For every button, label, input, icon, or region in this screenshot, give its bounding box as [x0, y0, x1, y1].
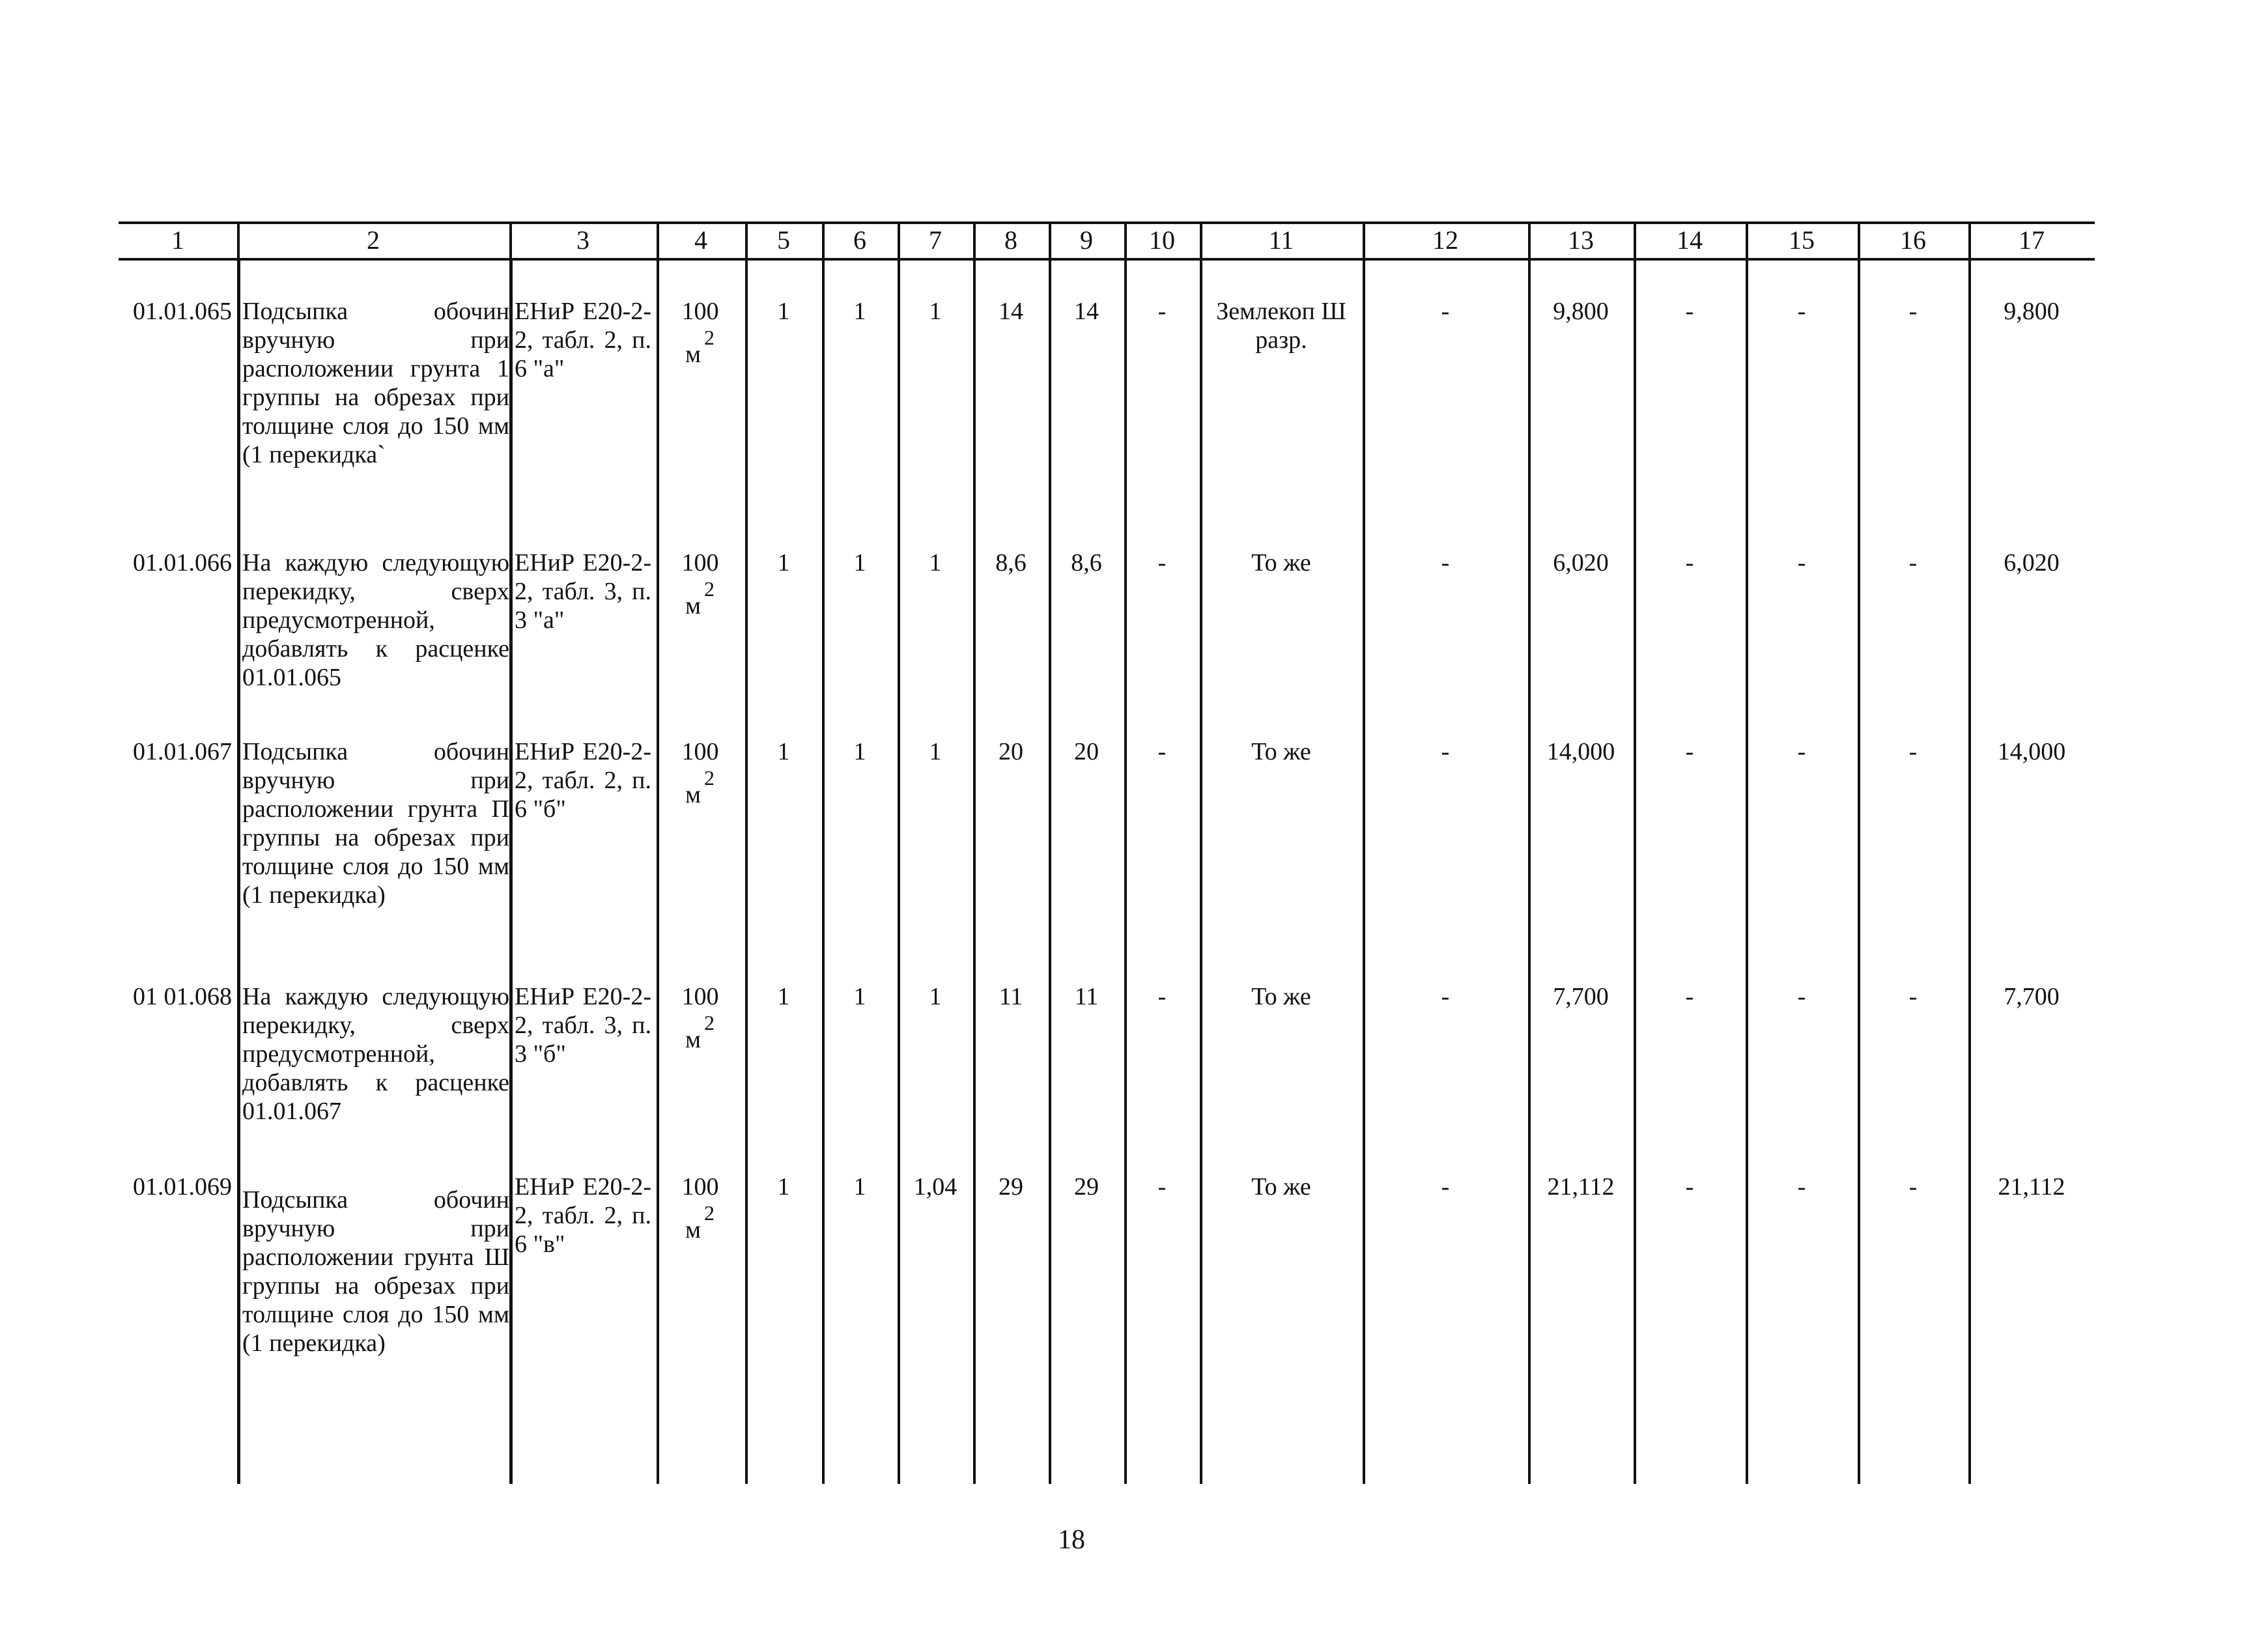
col-12-value: - [1441, 298, 1450, 325]
unit-exponent: 2 [704, 577, 715, 601]
col-8-value: 14 [999, 298, 1023, 325]
rate-code: 01.01.067 [133, 738, 232, 765]
unit-of-measure [658, 297, 743, 369]
column-line [1528, 259, 1531, 1484]
work-description: Подсыпка обочин вручную при расположении грунта Ш группы на обрезах при толщине слоя до 150 мм (1 перекидка) [242, 1186, 509, 1357]
unit-exponent: 2 [704, 326, 715, 349]
col-10-value: - [1157, 298, 1167, 325]
col-13-value: 21,112 [1547, 1173, 1615, 1201]
col-5-value: 1 [777, 549, 790, 576]
header-col-6: 6 [853, 225, 866, 255]
column-line [822, 259, 825, 1484]
col-13-value: 7,700 [1553, 983, 1609, 1010]
col-10-value: - [1157, 983, 1167, 1010]
header-col-17: 17 [2019, 225, 2045, 255]
unit-of-measure [658, 548, 743, 620]
norm-reference: ЕНиР Е20-2-2, табл. 2, п. 6 "в" [515, 1173, 651, 1258]
header-col-15: 15 [1789, 225, 1815, 255]
col-14-value: - [1685, 298, 1694, 325]
work-description: На каждую следующую перекидку, сверх предусмотренной, добавлять к расценке 01.01.067 [242, 983, 509, 1125]
col-7-value: 1 [929, 983, 942, 1010]
column-line [745, 259, 748, 1484]
header-col-16: 16 [1900, 225, 1926, 255]
col-7-value: 1 [929, 738, 942, 765]
worker-grade: То же [1251, 1173, 1311, 1201]
col-9-value: 14 [1074, 298, 1099, 325]
col-13-value: 14,000 [1546, 738, 1615, 765]
col-16-value: - [1908, 549, 1918, 576]
header-col-9: 9 [1080, 225, 1093, 255]
col-15-value: - [1797, 298, 1806, 325]
col-5-value: 1 [777, 983, 790, 1010]
col-16-value: - [1908, 1173, 1918, 1201]
column-line [509, 259, 513, 1484]
col-16-value: - [1908, 983, 1918, 1010]
col-12-value: - [1441, 1173, 1450, 1201]
column-line [1200, 259, 1202, 1484]
header-col-1: 1 [171, 225, 184, 255]
norm-reference: ЕНиР Е20-2-2, табл. 2, п. 6 "а" [515, 298, 651, 382]
col-6-value: 1 [853, 1173, 866, 1201]
unit-symbol: м [685, 592, 702, 619]
unit-symbol: м [685, 341, 702, 368]
col-10-value: - [1157, 549, 1167, 576]
unit-symbol: м [685, 781, 702, 808]
col-14-value: - [1685, 983, 1694, 1010]
unit-symbol: м [685, 1026, 702, 1053]
col-13-value: 6,020 [1553, 549, 1609, 576]
col-6-value: 1 [853, 298, 866, 325]
header-col-12: 12 [1432, 225, 1458, 255]
col-5-value: 1 [777, 298, 790, 325]
norm-reference: ЕНиР Е20-2-2, табл. 2, п. 6 "б" [515, 738, 651, 823]
column-line [1634, 259, 1636, 1484]
header-col-4: 4 [694, 225, 707, 255]
unit-of-measure [658, 982, 743, 1054]
col-14-value: - [1685, 738, 1694, 765]
col-10-value: - [1157, 738, 1167, 765]
col-9-value: 11 [1074, 983, 1099, 1010]
unit-value: 100 [681, 738, 719, 765]
work-description: На каждую следующую перекидку, сверх предусмотренной, добавлять к расценке 01.01.065 [242, 549, 509, 691]
col-8-value: 8,6 [995, 549, 1027, 576]
col-7-value: 1 [929, 549, 942, 576]
col-5-value: 1 [777, 1173, 790, 1201]
col-10-value: - [1157, 1173, 1167, 1201]
worker-grade: То же [1251, 983, 1311, 1010]
rate-code: 01.01.065 [133, 298, 232, 325]
col-6-value: 1 [853, 549, 866, 576]
header-col-8: 8 [1004, 225, 1017, 255]
col-14-value: - [1685, 1173, 1694, 1201]
col-9-value: 20 [1074, 738, 1099, 765]
col-12-value: - [1441, 738, 1450, 765]
rate-code: 01.01.069 [133, 1173, 232, 1201]
column-line [1968, 259, 1971, 1484]
header-col-5: 5 [777, 225, 790, 255]
col-8-value: 29 [999, 1173, 1023, 1201]
worker-grade: То же [1251, 549, 1311, 576]
col-8-value: 11 [999, 983, 1023, 1010]
norm-reference: ЕНиР Е20-2-2, табл. 3, п. 3 "а" [515, 549, 651, 634]
col-9-value: 29 [1074, 1173, 1099, 1201]
header-col-3: 3 [576, 225, 589, 255]
unit-exponent: 2 [704, 1011, 715, 1034]
header-col-10: 10 [1149, 225, 1175, 255]
column-line [1363, 259, 1365, 1484]
col-14-value: - [1685, 549, 1694, 576]
column-line [1124, 259, 1127, 1484]
worker-grade: То же [1251, 738, 1311, 765]
column-line [657, 259, 659, 1484]
col-17-value: 9,800 [2004, 298, 2060, 325]
column-line [237, 259, 240, 1484]
col-15-value: - [1797, 983, 1806, 1010]
col-6-value: 1 [853, 983, 866, 1010]
col-16-value: - [1908, 298, 1918, 325]
col-5-value: 1 [777, 738, 790, 765]
rate-code: 01.01.066 [133, 549, 232, 576]
col-6-value: 1 [853, 738, 866, 765]
header-col-14: 14 [1677, 225, 1703, 255]
worker-grade: Землекоп Ш разр. [1216, 298, 1346, 354]
norm-reference: ЕНиР Е20-2-2, табл. 3, п. 3 "б" [515, 983, 651, 1068]
unit-value: 100 [681, 1173, 719, 1201]
unit-exponent: 2 [704, 766, 715, 789]
page-number: 18 [1058, 1525, 1085, 1555]
unit-symbol: м [685, 1216, 702, 1244]
column-line [973, 259, 976, 1484]
col-8-value: 20 [999, 738, 1023, 765]
col-16-value: - [1908, 738, 1918, 765]
header-col-11: 11 [1268, 225, 1294, 255]
unit-of-measure [658, 1173, 743, 1244]
col-13-value: 9,800 [1553, 298, 1609, 325]
work-description: Подсыпка обочин вручную при расположении грунта 1 группы на обрезах при толщине слоя до 150 мм (1 перекидка` [242, 298, 509, 468]
column-line [1049, 259, 1051, 1484]
unit-of-measure [658, 737, 743, 809]
header-col-7: 7 [929, 225, 942, 255]
unit-value: 100 [681, 549, 719, 576]
rate-code: 01 01.068 [133, 983, 232, 1010]
header-col-2: 2 [367, 225, 380, 255]
col-17-value: 14,000 [1997, 738, 2066, 765]
col-15-value: - [1797, 549, 1806, 576]
col-7-value: 1 [929, 298, 942, 325]
col-12-value: - [1441, 983, 1450, 1010]
header-col-13: 13 [1568, 225, 1594, 255]
col-17-value: 6,020 [2004, 549, 2060, 576]
col-7-value: 1,04 [913, 1173, 957, 1201]
col-9-value: 8,6 [1071, 549, 1102, 576]
column-line [1746, 259, 1748, 1484]
col-15-value: - [1797, 738, 1806, 765]
column-line [1858, 259, 1860, 1484]
col-17-value: 7,700 [2004, 983, 2060, 1010]
unit-value: 100 [681, 298, 719, 325]
col-15-value: - [1797, 1173, 1806, 1201]
work-description: Подсыпка обочин вручную при расположении грунта П группы на обрезах при толщине слоя до 150 мм (1 перекидка) [242, 738, 509, 909]
unit-exponent: 2 [704, 1201, 715, 1225]
table-header-rule [119, 258, 2095, 261]
column-line [898, 259, 900, 1484]
unit-value: 100 [681, 983, 719, 1010]
col-17-value: 21,112 [1998, 1173, 2065, 1201]
col-12-value: - [1441, 549, 1450, 576]
